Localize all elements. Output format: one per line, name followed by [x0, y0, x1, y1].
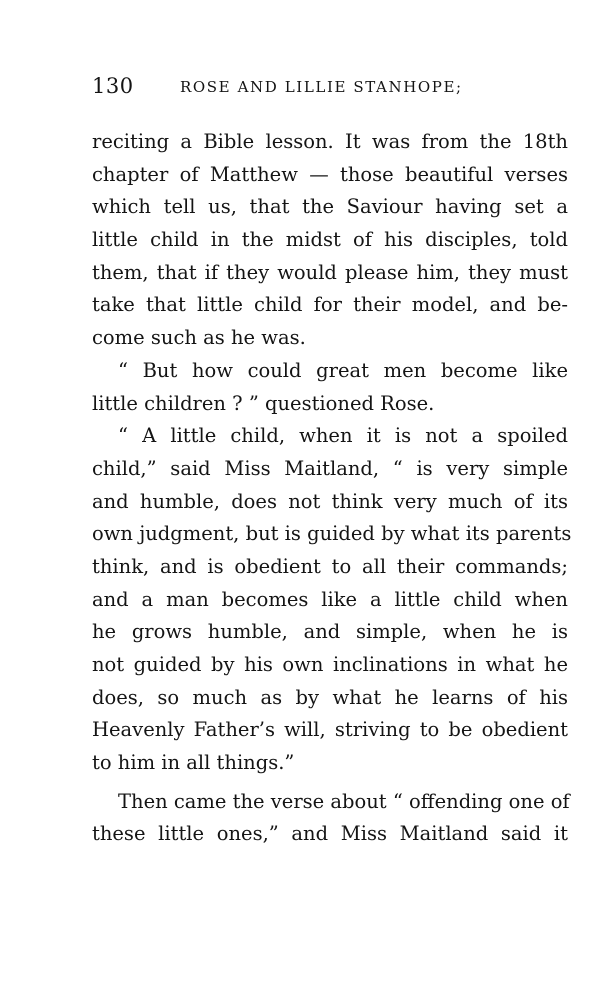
text-line: “ But how could great men become like: [118, 358, 568, 382]
text-line: and humble, does not think very much of its: [92, 489, 568, 513]
running-title: ROSE AND LILLIE STANHOPE;: [180, 78, 463, 96]
body-text: [92, 126, 572, 851]
text-line: Heavenly Father’s will, striving to be obedient: [92, 718, 568, 742]
page-number: 130: [92, 74, 134, 98]
text-line: does, so much as by what he learns of his: [92, 685, 568, 709]
text-line: he grows humble, and simple, when he is: [92, 620, 568, 644]
text-line: and a man becomes like a little child when: [92, 587, 568, 611]
text-line: little children ? ” questioned Rose.: [92, 391, 435, 415]
text-line: Then came the verse about “ offending one of: [118, 789, 570, 813]
text-line: which tell us, that the Saviour having set a: [92, 195, 568, 219]
text-line: these little ones,” and Miss Maitland said it: [92, 822, 568, 846]
text-line: not guided by his own inclinations in what he: [92, 653, 568, 676]
text-line: chapter of Matthew — those beautiful verses: [92, 162, 568, 186]
text-line: own judgment, but is guided by what its parents: [92, 522, 572, 546]
text-line: think, and is obedient to all their commands;: [92, 554, 568, 578]
text-line: come such as he was.: [92, 326, 306, 350]
text-line: to him in all things.”: [92, 751, 295, 775]
text-line: little child in the midst of his disciples, told: [92, 228, 568, 252]
text-line: “ A little child, when it is not a spoiled: [118, 424, 568, 448]
text-line: child,” said Miss Maitland, “ is very simple: [92, 456, 568, 480]
page-header: [92, 74, 542, 104]
text-line: them, that if they would please him, they must: [92, 260, 568, 284]
text-line: take that little child for their model, and be-: [92, 293, 568, 317]
text-line: reciting a Bible lesson. It was from the 18th: [92, 130, 568, 153]
